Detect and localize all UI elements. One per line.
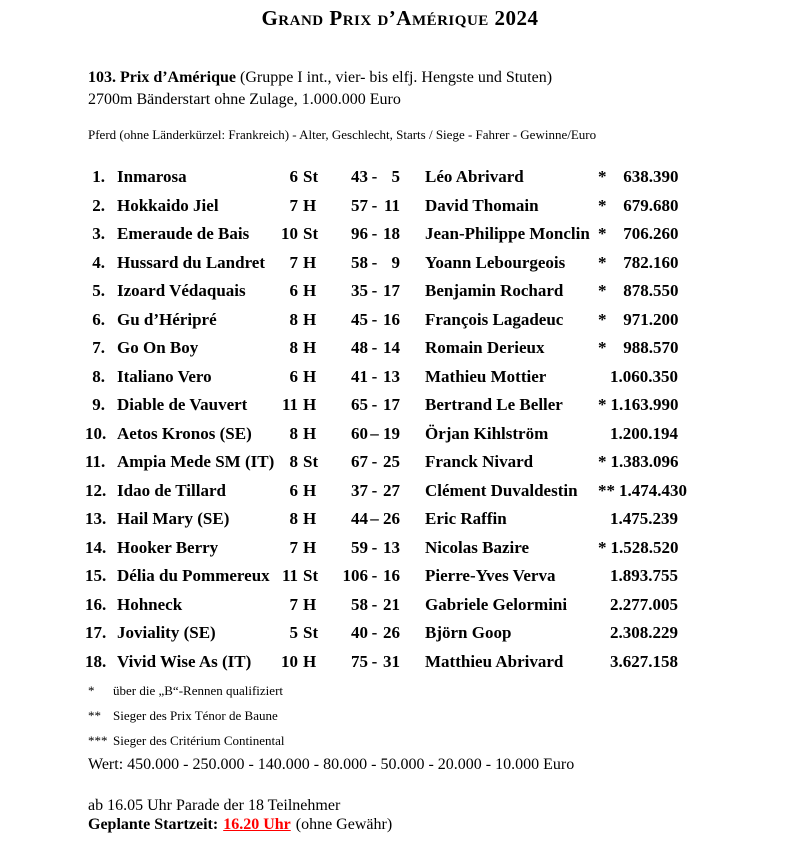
horse-age: 5 <box>289 623 298 642</box>
horse-name: Inmarosa <box>117 167 187 186</box>
table-row <box>0 192 800 221</box>
row-number: 13. <box>85 509 107 528</box>
table-row <box>0 249 800 278</box>
horse-name: Hokkaido Jiel <box>117 195 219 215</box>
starts-separator: - <box>371 252 378 272</box>
starts-count: 35 <box>351 281 368 300</box>
starts-separator: - <box>371 452 378 471</box>
prize-money: 782.160 <box>623 252 679 272</box>
table-row <box>0 648 800 677</box>
footnote-marker: *** <box>88 733 108 748</box>
prize-money: 878.550 <box>623 281 679 300</box>
horse-name: Hail Mary (SE) <box>117 509 230 528</box>
starts-count: 58 <box>351 252 368 272</box>
row-number: 2. <box>92 195 105 215</box>
horse-sex: H <box>303 651 317 671</box>
starts-separator: - <box>371 395 378 414</box>
prize-cell <box>598 505 678 534</box>
starts-separator: - <box>371 566 378 585</box>
starts-separator: - <box>371 167 378 186</box>
horse-name: Gu d’Héripré <box>117 309 217 329</box>
driver-name: Clément Duvaldestin <box>425 480 578 500</box>
prize-money: 1.200.194 <box>610 423 678 443</box>
wins-count: 14 <box>383 338 400 357</box>
prize-money: 679.680 <box>623 195 679 215</box>
horse-age: 7 <box>289 252 298 272</box>
row-number: 16. <box>85 594 107 614</box>
prize-money: 1.893.755 <box>610 566 678 585</box>
horse-age: 10 <box>281 651 298 671</box>
table-row <box>0 306 800 335</box>
driver-name: Jean-Philippe Monclin <box>425 224 590 243</box>
horse-sex: H <box>303 338 317 357</box>
starts-separator: - <box>371 651 378 671</box>
table-row <box>0 619 800 648</box>
prize-cell <box>598 648 678 677</box>
starts-count: 48 <box>351 338 368 357</box>
start-time-note: (ohne Gewähr) <box>295 816 393 833</box>
prize-money: 3.627.158 <box>610 651 678 671</box>
table-row <box>0 420 800 449</box>
wins-count: 26 <box>383 509 400 528</box>
prize-cell <box>598 306 679 335</box>
footnote <box>88 728 800 753</box>
driver-name: Léo Abrivard <box>425 167 524 186</box>
horse-age: 7 <box>289 594 298 614</box>
page-title: Grand Prix d’Amérique 2024 <box>261 6 539 30</box>
starts-separator: – <box>370 423 379 443</box>
starts-separator: - <box>371 480 378 500</box>
column-legend: Pferd (ohne Länderkürzel: Frankreich) - Alter, Geschlecht, Starts / Siege - Fahrer - Gewinne/Euro <box>88 127 597 142</box>
starts-separator: - <box>371 195 378 215</box>
driver-name: Örjan Kihlström <box>425 423 549 443</box>
prize-cell <box>598 420 678 449</box>
prize-cell <box>598 562 678 591</box>
qualifier-stars: * <box>598 537 607 557</box>
table-row <box>0 334 800 363</box>
prize-cell <box>598 591 678 620</box>
horse-name: Aetos Kronos (SE) <box>117 423 252 443</box>
starts-separator: - <box>371 366 378 386</box>
wins-count: 21 <box>383 594 400 614</box>
qualifier-stars: * <box>598 252 607 272</box>
wins-count: 18 <box>383 224 400 243</box>
starts-separator: - <box>371 537 378 557</box>
qualifier-stars: * <box>598 395 607 414</box>
driver-name: Mathieu Mottier <box>425 366 547 386</box>
horse-age: 10 <box>281 224 298 243</box>
horse-name: Izoard Védaquais <box>117 281 246 300</box>
prize-cell <box>598 277 679 306</box>
table-row <box>0 505 800 534</box>
qualifier-stars: * <box>598 281 607 300</box>
starts-separator: - <box>371 338 378 357</box>
prize-cell <box>598 619 678 648</box>
row-number: 14. <box>85 537 107 557</box>
horse-name: Joviality (SE) <box>117 623 216 642</box>
prize-cell <box>598 249 679 278</box>
horse-age: 6 <box>289 480 298 500</box>
prize-money: 2.308.229 <box>610 623 678 642</box>
footnote-marker: ** <box>88 708 101 723</box>
driver-name: Björn Goop <box>425 623 512 642</box>
horse-sex: H <box>303 509 317 528</box>
prize-cell <box>598 363 678 392</box>
wins-count: 16 <box>383 566 400 585</box>
row-number: 3. <box>92 224 105 243</box>
wins-count: 17 <box>383 395 400 414</box>
prize-money: 706.260 <box>623 224 679 243</box>
horse-sex: H <box>303 366 317 386</box>
starts-count: 45 <box>351 309 368 329</box>
prize-money: 971.200 <box>623 309 679 329</box>
prize-distribution-line: Wert: 450.000 - 250.000 - 140.000 - 80.000 - 50.000 - 20.000 - 10.000 Euro <box>88 756 575 773</box>
prize-money: 638.390 <box>623 167 679 186</box>
starts-separator: - <box>371 594 378 614</box>
horse-age: 8 <box>289 423 298 443</box>
wins-count: 13 <box>383 366 400 386</box>
row-number: 8. <box>92 366 105 386</box>
prize-cell <box>598 220 679 249</box>
table-row <box>0 163 800 192</box>
starts-separator: - <box>371 224 378 243</box>
start-time-line <box>88 815 800 834</box>
race-conditions: (Gruppe I int., vier- bis elfj. Hengste und Stuten) <box>235 69 553 86</box>
starts-count: 106 <box>342 566 368 585</box>
starts-count: 40 <box>351 623 368 642</box>
footnote-marker: * <box>88 683 95 698</box>
horse-age: 6 <box>289 281 298 300</box>
row-number: 11. <box>85 452 106 471</box>
horse-sex: H <box>303 480 317 500</box>
start-time-value: 16.20 Uhr <box>223 816 291 833</box>
starts-count: 58 <box>351 594 368 614</box>
starts-count: 57 <box>351 195 368 215</box>
row-number: 10. <box>85 423 107 443</box>
starts-count: 75 <box>351 651 368 671</box>
parade-line: ab 16.05 Uhr Parade der 18 Teilnehmer <box>88 797 341 814</box>
horse-age: 8 <box>289 309 298 329</box>
wins-count: 13 <box>383 537 400 557</box>
horse-age: 7 <box>289 537 298 557</box>
starts-count: 59 <box>351 537 368 557</box>
horse-table <box>0 163 800 676</box>
footnote-text: Sieger des Prix Ténor de Baune <box>113 708 278 723</box>
starts-count: 43 <box>351 167 368 186</box>
prize-money: 1.383.096 <box>610 452 679 471</box>
horse-sex: H <box>303 594 317 614</box>
starts-separator: - <box>371 623 378 642</box>
horse-age: 11 <box>281 395 298 414</box>
wins-count: 27 <box>383 480 400 500</box>
row-number: 18. <box>85 651 107 671</box>
qualifier-stars: * <box>598 452 607 471</box>
table-row <box>0 448 800 477</box>
table-row <box>0 277 800 306</box>
starts-separator: - <box>371 281 378 300</box>
horse-age: 6 <box>289 366 298 386</box>
driver-name: Eric Raffin <box>425 509 507 528</box>
horse-age: 8 <box>289 452 298 471</box>
prize-cell <box>598 448 679 477</box>
driver-name: Romain Derieux <box>425 338 545 357</box>
starts-count: 41 <box>351 366 368 386</box>
starts-count: 60 <box>351 423 368 443</box>
horse-sex: H <box>303 537 317 557</box>
driver-name: François Lagadeuc <box>425 309 564 329</box>
qualifier-stars: * <box>598 167 607 186</box>
starts-count: 65 <box>351 395 368 414</box>
horse-name: Hohneck <box>117 594 183 614</box>
horse-name: Idao de Tillard <box>117 480 226 500</box>
row-number: 4. <box>92 252 105 272</box>
row-number: 1. <box>92 167 105 186</box>
table-row <box>0 591 800 620</box>
footnote-list <box>88 678 800 753</box>
footnote-text: Sieger des Critérium Continental <box>113 733 285 748</box>
horse-name: Hooker Berry <box>117 537 219 557</box>
horse-name: Délia du Pommereux <box>117 566 270 585</box>
prize-money: 2.277.005 <box>610 594 678 614</box>
driver-name: Benjamin Rochard <box>425 281 564 300</box>
footnote <box>88 678 800 703</box>
row-number: 7. <box>92 338 105 357</box>
horse-sex: St <box>303 224 319 243</box>
starts-separator: - <box>371 309 378 329</box>
prize-money: 1.528.520 <box>610 537 679 557</box>
horse-age: 11 <box>281 566 298 585</box>
prize-money: 1.475.239 <box>610 509 678 528</box>
horse-sex: St <box>303 623 319 642</box>
prize-cell <box>598 192 679 221</box>
starts-separator: – <box>370 509 379 528</box>
horse-name: Emeraude de Bais <box>117 224 250 243</box>
driver-name: Gabriele Gelormini <box>425 594 568 614</box>
row-number: 5. <box>92 281 105 300</box>
row-number: 17. <box>85 623 107 642</box>
table-row <box>0 534 800 563</box>
prize-money: 1.060.350 <box>610 366 678 386</box>
horse-age: 8 <box>289 509 298 528</box>
qualifier-stars: ** <box>598 480 615 500</box>
prize-cell <box>598 163 679 192</box>
wins-count: 31 <box>383 651 400 671</box>
row-number: 9. <box>92 395 105 414</box>
horse-sex: H <box>303 309 317 329</box>
footnote-text: über die „B“-Rennen qualifiziert <box>113 683 284 698</box>
horse-sex: H <box>303 252 317 272</box>
table-row <box>0 220 800 249</box>
qualifier-stars: * <box>598 195 607 215</box>
row-number: 15. <box>85 566 107 585</box>
horse-sex: St <box>303 566 319 585</box>
wins-count: 16 <box>383 309 400 329</box>
horse-sex: H <box>303 395 317 414</box>
horse-sex: H <box>303 281 317 300</box>
race-number-title: 103. Prix d’Amérique <box>88 69 236 86</box>
table-row <box>0 477 800 506</box>
starts-count: 44 <box>351 509 368 528</box>
wins-count: 11 <box>383 195 400 215</box>
row-number: 6. <box>92 309 105 329</box>
wins-count: 19 <box>383 423 400 443</box>
wins-count: 5 <box>391 167 400 186</box>
starts-count: 67 <box>351 452 368 471</box>
qualifier-stars: * <box>598 309 607 329</box>
horse-age: 8 <box>289 338 298 357</box>
horse-name: Ampia Mede SM (IT) <box>117 452 275 471</box>
wins-count: 26 <box>383 623 400 642</box>
horse-age: 7 <box>289 195 298 215</box>
prize-cell <box>598 534 679 563</box>
driver-name: Pierre-Yves Verva <box>425 566 556 585</box>
starts-count: 37 <box>351 480 368 500</box>
start-time-label: Geplante Startzeit: <box>88 816 219 833</box>
driver-name: David Thomain <box>425 195 539 215</box>
race-distance-line: 2700m Bänderstart ohne Zulage, 1.000.000 Euro <box>88 91 401 108</box>
starts-count: 96 <box>351 224 368 243</box>
driver-name: Nicolas Bazire <box>425 537 530 557</box>
horse-sex: St <box>303 452 319 471</box>
prize-cell <box>598 391 679 420</box>
horse-name: Italiano Vero <box>117 366 212 386</box>
horse-name: Hussard du Landret <box>117 252 266 272</box>
horse-name: Diable de Vauvert <box>117 395 248 414</box>
driver-name: Franck Nivard <box>425 452 534 471</box>
horse-sex: H <box>303 423 317 443</box>
horse-sex: H <box>303 195 317 215</box>
driver-name: Bertrand Le Beller <box>425 395 563 414</box>
footnote <box>88 703 800 728</box>
prize-money: 1.474.430 <box>619 480 687 500</box>
race-heading-line <box>88 67 800 89</box>
race-header <box>88 67 800 111</box>
wins-count: 9 <box>391 252 400 272</box>
table-row <box>0 391 800 420</box>
horse-name: Vivid Wise As (IT) <box>117 651 252 671</box>
qualifier-stars: * <box>598 224 607 243</box>
prize-money: 1.163.990 <box>610 395 679 414</box>
driver-name: Yoann Lebourgeois <box>425 252 566 272</box>
prize-money: 988.570 <box>623 338 679 357</box>
driver-name: Matthieu Abrivard <box>425 651 564 671</box>
qualifier-stars: * <box>598 338 607 357</box>
horse-sex: St <box>303 167 319 186</box>
prize-cell <box>598 477 687 506</box>
horse-age: 6 <box>289 167 298 186</box>
wins-count: 25 <box>383 452 400 471</box>
wins-count: 17 <box>383 281 400 300</box>
row-number: 12. <box>85 480 107 500</box>
table-row <box>0 562 800 591</box>
prize-cell <box>598 334 679 363</box>
horse-name: Go On Boy <box>117 338 199 357</box>
table-row <box>0 363 800 392</box>
